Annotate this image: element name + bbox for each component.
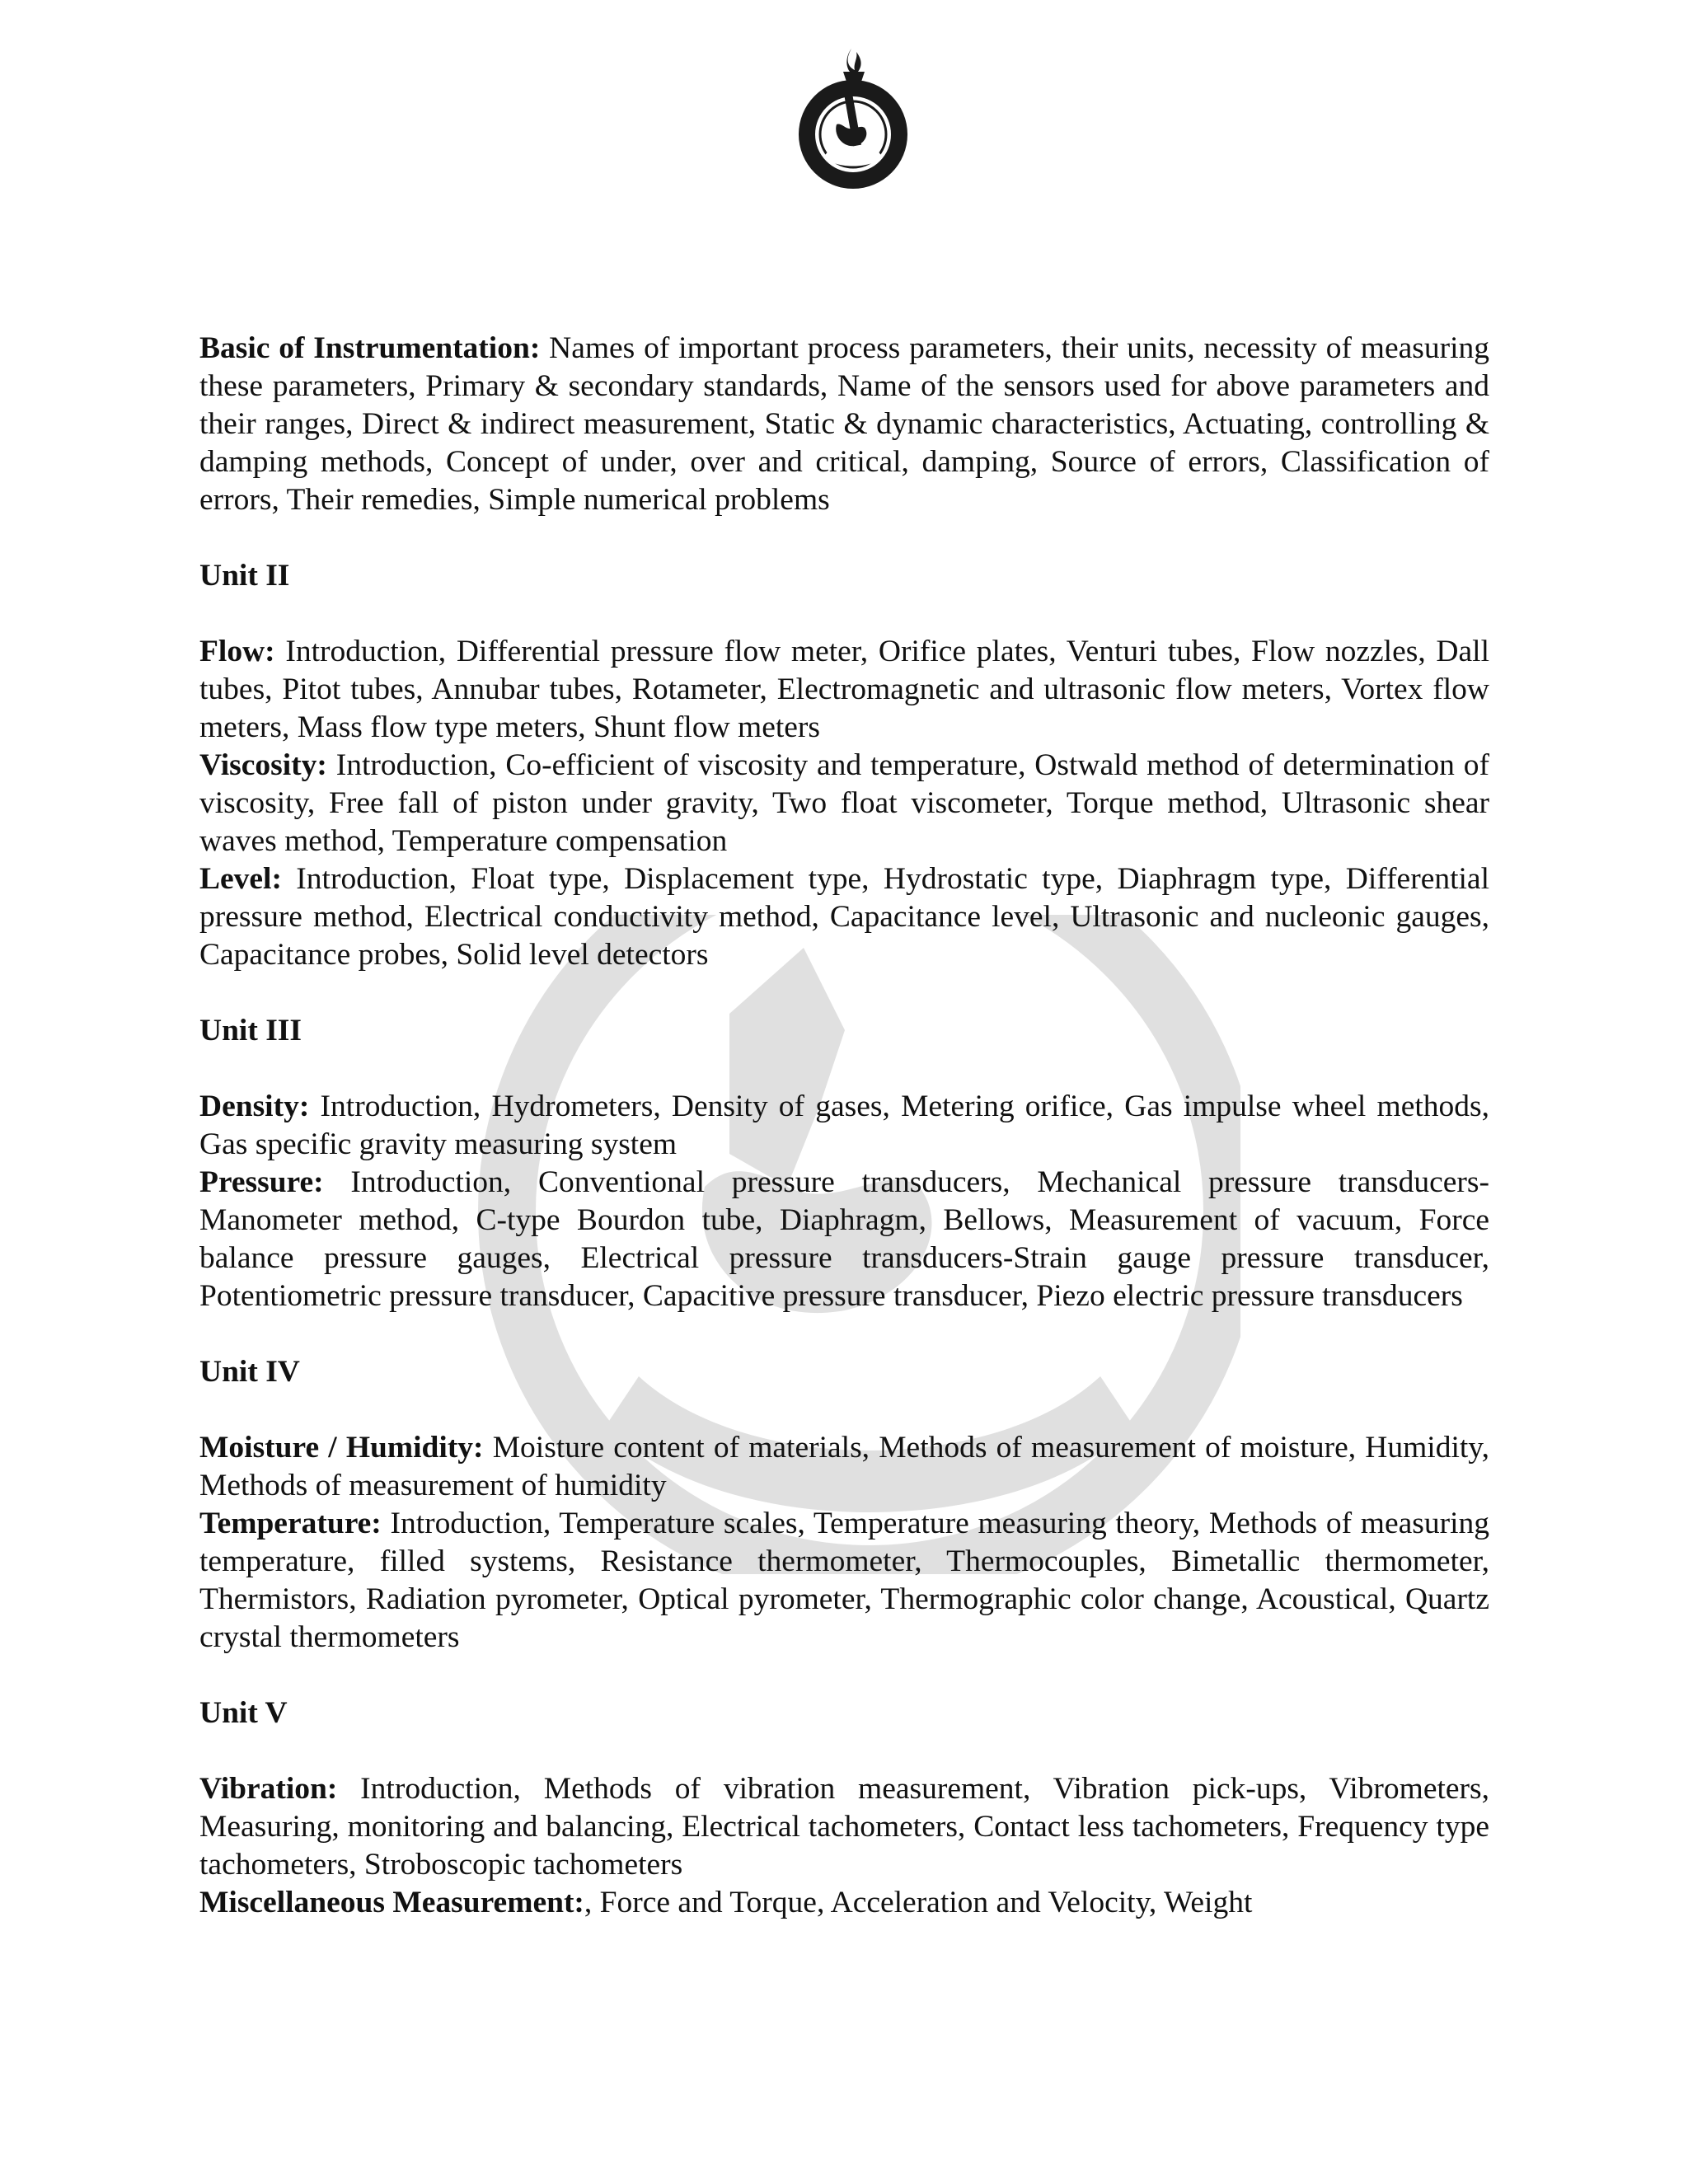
density-text: Introduction, Hydrometers, Density of gases, Metering orifice, Gas impulse wheel methods, Gas specific gravity measuring system [199, 1090, 1489, 1161]
temperature-paragraph [199, 1505, 1489, 1657]
vibration-heading: Vibration: [199, 1772, 338, 1806]
moisture-humidity-text: Moisture content of materials, Methods of measurement of moisture, Humidity, Methods of measurement of humidity [199, 1431, 1489, 1502]
level-heading: Level: [199, 862, 282, 896]
basic-instrumentation-heading: Basic of Instrumentation: [199, 331, 541, 365]
viscosity-paragraph [199, 747, 1489, 860]
miscellaneous-measurement-paragraph [199, 1884, 1489, 1922]
unit-4-title: Unit IV [199, 1355, 300, 1389]
pressure-heading: Pressure: [199, 1165, 324, 1199]
temperature-heading: Temperature: [199, 1507, 382, 1540]
miscellaneous-measurement-heading: Miscellaneous Measurement: [199, 1886, 584, 1919]
syllabus-content [199, 330, 1489, 1922]
basic-instrumentation-paragraph [199, 330, 1489, 519]
pressure-text: Introduction, Conventional pressure transducers, Mechanical pressure transducers-Manometer method, C-type Bourdon tube, Diaphragm, Bellows, Measurement of vacuum, Force balance pressure gauges, Electrical pressure transducers-Strain gauge pressure transducer, Potentiometric pressure transducer, Capacitive pressure transducer, Piezo electric pressure transducers [199, 1165, 1489, 1313]
miscellaneous-measurement-text: , Force and Torque, Acceleration and Velocity, Weight [584, 1886, 1253, 1919]
viscosity-heading: Viscosity: [199, 748, 327, 782]
pressure-paragraph [199, 1164, 1489, 1315]
level-text: Introduction, Float type, Displacement type, Hydrostatic type, Diaphragm type, Differential pressure method, Electrical conductivity method, Capacitance level, Ultrasonic and nucleonic gauges, Capacitance probes, Solid level detectors [199, 862, 1489, 972]
temperature-text: Introduction, Temperature scales, Temperature measuring theory, Methods of measuring temperature, filled systems, Resistance thermometer, Thermocouples, Bimetallic thermometer, Thermistors, Radiation pyrometer, Optical pyrometer, Thermographic color change, Acoustical, Quartz crystal thermometers [199, 1507, 1489, 1654]
viscosity-text: Introduction, Co-efficient of viscosity and temperature, Ostwald method of determination of viscosity, Free fall of piston under gravity, Two float viscometer, Torque method, Ultrasonic shear waves method, Temperature compensation [199, 748, 1489, 858]
flow-text: Introduction, Differential pressure flow meter, Orifice plates, Venturi tubes, Flow nozzles, Dall tubes, Pitot tubes, Annubar tubes, Rotameter, Electromagnetic and ultrasonic flow meters, Vortex flow meters, Mass flow type meters, Shunt flow meters [199, 635, 1489, 744]
university-seal-logo [779, 45, 927, 194]
moisture-humidity-heading: Moisture / Humidity: [199, 1431, 484, 1465]
moisture-humidity-paragraph [199, 1429, 1489, 1505]
unit-5-title: Unit V [199, 1696, 288, 1730]
basic-instrumentation-text: Names of important process parameters, their units, necessity of measuring these parameters, Primary & secondary standards, Name of the sensors used for above parameters and their ranges, Direct & indirect measurement, Static & dynamic characteristics, Actuating, controlling & damping methods, Concept of under, over and critical, damping, Source of errors, Classification of errors, Their remedies, Simple numerical problems [199, 331, 1489, 517]
vibration-paragraph [199, 1770, 1489, 1884]
unit-3-title: Unit III [199, 1014, 302, 1047]
level-paragraph [199, 860, 1489, 974]
unit-2-title: Unit II [199, 559, 290, 593]
density-heading: Density: [199, 1090, 310, 1123]
flow-heading: Flow: [199, 635, 275, 668]
vibration-text: Introduction, Methods of vibration measurement, Vibration pick-ups, Vibrometers, Measuring, monitoring and balancing, Electrical tachometers, Contact less tachometers, Frequency type tachometers, Stroboscopic tachometers [199, 1772, 1489, 1882]
flow-paragraph [199, 633, 1489, 747]
density-paragraph [199, 1088, 1489, 1164]
